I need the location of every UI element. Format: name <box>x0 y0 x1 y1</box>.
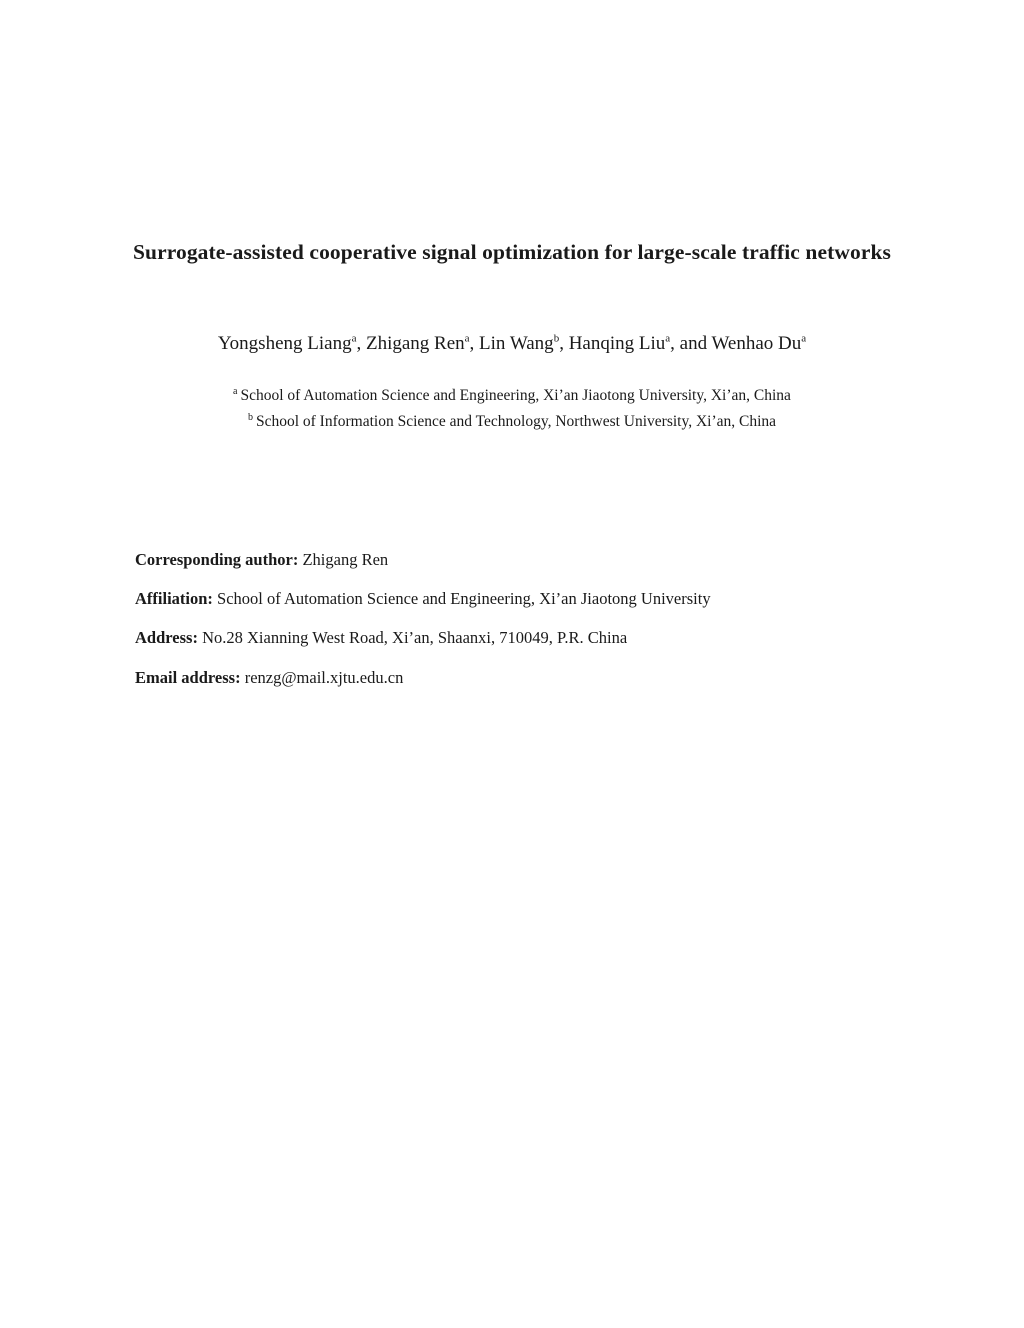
address-value: No.28 Xianning West Road, Xi’an, Shaanxi, 710049, P.R. China <box>202 628 628 647</box>
affiliation-label: Affiliation: <box>135 589 213 608</box>
author-affil-mark: a <box>801 332 807 345</box>
author-separator: , <box>356 333 366 354</box>
author-affil-mark: a <box>665 332 671 345</box>
affiliation-value: School of Automation Science and Engineering, Xi’an Jiaotong University <box>217 589 711 608</box>
address-label: Address: <box>135 628 198 647</box>
corresponding-author-line <box>135 548 388 572</box>
affiliation-text: School of Information Science and Technology, Northwest University, Xi’an, China <box>255 413 777 430</box>
author-list <box>0 330 1024 358</box>
affiliation-mark: b <box>247 411 253 423</box>
author-name: Hanqing Liu <box>568 333 666 354</box>
corresponding-author-value: Zhigang Ren <box>302 550 389 569</box>
author-affil-mark: a <box>464 332 470 345</box>
corresponding-author-label: Corresponding author: <box>135 550 299 569</box>
email-value: renzg@mail.xjtu.edu.cn <box>244 668 404 687</box>
author-affil-mark: a <box>351 332 357 345</box>
affiliation-mark: a <box>233 385 238 397</box>
affiliation-a <box>0 385 1024 407</box>
author-separator: , and <box>670 333 712 354</box>
affiliation-text: School of Automation Science and Engineering, Xi’an Jiaotong University, Xi’an, China <box>240 387 791 404</box>
address-line <box>135 626 627 650</box>
affiliation-b <box>0 411 1024 433</box>
email-label: Email address: <box>135 668 241 687</box>
author-name: Zhigang Ren <box>365 333 465 354</box>
author-affil-mark: b <box>553 332 560 345</box>
author-name: Wenhao Du <box>711 333 802 354</box>
author-name: Lin Wang <box>479 333 554 354</box>
author-name: Yongsheng Liang <box>217 333 352 354</box>
affiliation-line <box>135 587 711 611</box>
author-separator: , <box>469 333 480 354</box>
email-line <box>135 666 403 690</box>
paper-title: Surrogate-assisted cooperative signal optimization for large-scale traffic networks <box>132 240 892 264</box>
author-separator: , <box>559 333 569 354</box>
